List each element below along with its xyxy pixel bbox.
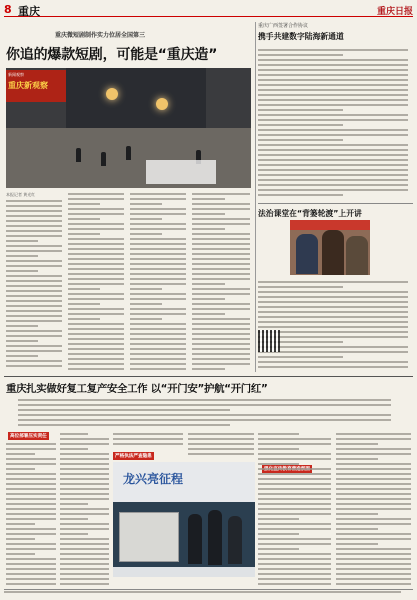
subhead-2: 严格执法严查隐患 bbox=[115, 454, 152, 459]
top-story-headline: 你追的爆款短剧，可能是“重庆造” bbox=[6, 47, 218, 63]
badge-small-text: 新闻观察 bbox=[8, 72, 24, 77]
bottom-col-1 bbox=[6, 442, 58, 587]
bottom-col-2 bbox=[60, 432, 110, 587]
badge-big-text: 重庆新观察 bbox=[8, 81, 48, 90]
top-story-body-col-3 bbox=[130, 192, 188, 372]
bottom-col-5 bbox=[258, 432, 333, 587]
right-story bbox=[258, 22, 413, 42]
subhead-1: 高位部署压实责任 bbox=[10, 434, 47, 439]
page-number: 8 bbox=[4, 3, 12, 16]
masthead-logo: 重庆日报 bbox=[376, 7, 413, 17]
right-story2-headline: 法治课堂在“背篓轮渡”上开讲 bbox=[258, 209, 362, 218]
right-story-body bbox=[258, 48, 413, 198]
right-story-kicker: 重庆广西签署合作协议 bbox=[258, 23, 309, 29]
page-footer bbox=[4, 589, 413, 597]
top-story-body-col-2 bbox=[68, 192, 126, 372]
section-name: 重庆 bbox=[18, 5, 40, 18]
top-story-body-col-4 bbox=[192, 192, 252, 372]
top-story-kicker: 重庆微短剧制作实力位居全国第三 bbox=[55, 32, 146, 39]
bottom-story-headline: 重庆扎实做好复工复产安全工作 以“开门安”护航“开门红” bbox=[6, 383, 268, 395]
top-story-byline: 本报记者 黄光红 bbox=[6, 192, 36, 197]
bottom-col-4 bbox=[188, 432, 256, 460]
inspection-photo bbox=[113, 462, 255, 577]
qr-code bbox=[258, 330, 280, 352]
bottom-col-3 bbox=[113, 432, 185, 450]
right-story2-body bbox=[258, 280, 413, 372]
photo-sign-text: 龙兴亮征程 bbox=[123, 472, 184, 486]
top-story-body-col-1 bbox=[6, 192, 64, 372]
bottom-col-6 bbox=[336, 432, 413, 587]
ferry-class-photo bbox=[290, 220, 370, 275]
right-story-headline: 携手共建数字陆海新通道 bbox=[258, 32, 344, 41]
bottom-story-intro bbox=[18, 398, 403, 428]
page-header bbox=[4, 3, 413, 17]
news-observation-badge bbox=[6, 70, 66, 102]
